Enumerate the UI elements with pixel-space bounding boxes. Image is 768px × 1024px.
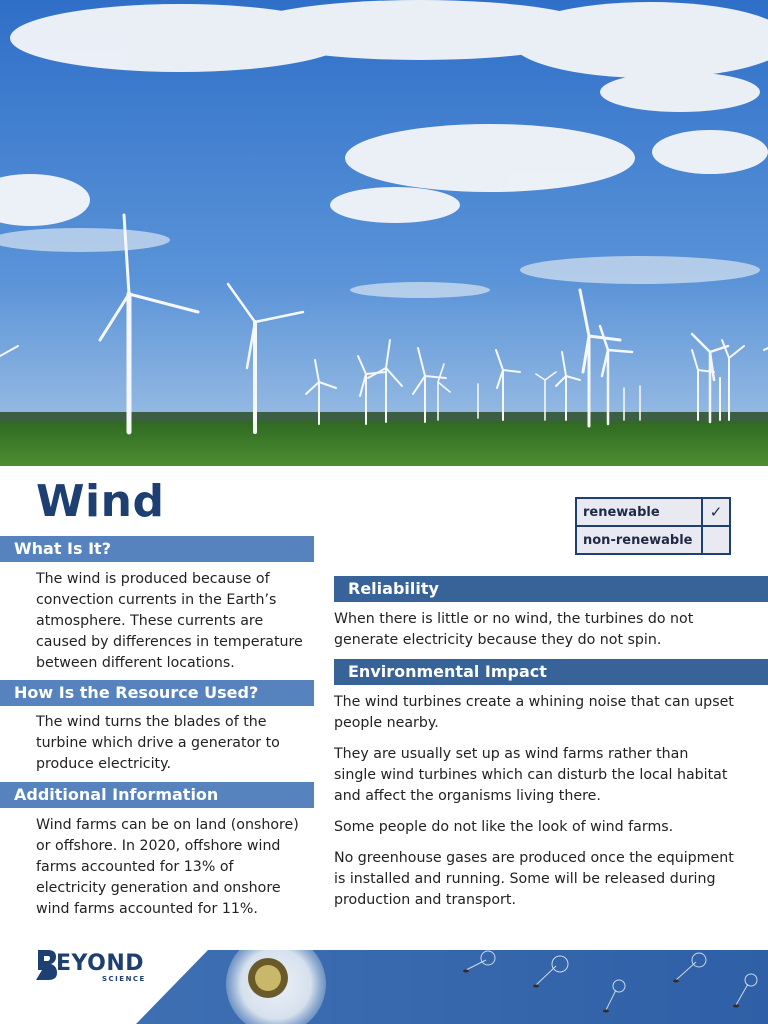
environmental-impact-heading: Environmental Impact (334, 659, 768, 685)
what-is-it-heading: What Is It? (0, 536, 314, 562)
renewable-status-table (575, 497, 731, 555)
environmental-paragraph: No greenhouse gases are produced once the equipment is installed and running. Some will be released during production and transport. (334, 850, 734, 908)
additional-info-heading: Additional Information (0, 782, 314, 808)
dandelion-banner (136, 950, 768, 1024)
table-row (576, 526, 730, 554)
renewable-label: renewable (576, 498, 702, 526)
additional-info-text: Wind farms can be on land (onshore) or offshore. In 2020, offshore wind farms accounted for 13% of electricity generation and onshore wind farms accounted for 11%. (36, 817, 299, 917)
reliability-heading: Reliability (334, 576, 768, 602)
logo-wordmark: EYOND (56, 951, 145, 976)
page-title: Wind (36, 476, 165, 527)
environmental-paragraph: They are usually set up as wind farms rather than single wind turbines which can disturb the local habitat and affect the organisms living there. (334, 746, 728, 804)
wind-farm-photo (0, 0, 768, 466)
table-row (576, 498, 730, 526)
renewable-check-cell: ✓ (702, 498, 730, 526)
logo-subtitle: SCIENCE (102, 975, 146, 983)
environmental-paragraph: The wind turbines create a whining noise that can upset people nearby. (334, 694, 734, 731)
how-used-heading: How Is the Resource Used? (0, 680, 314, 706)
environmental-impact-text (334, 692, 734, 921)
environmental-paragraph: Some people do not like the look of wind farms. (334, 819, 674, 835)
beyond-logo-icon (34, 948, 58, 982)
non-renewable-label: non-renewable (576, 526, 702, 554)
what-is-it-text: The wind is produced because of convection currents in the Earth’s atmosphere. These currents are caused by differences in temperature between different locations. (36, 571, 303, 671)
non-renewable-check-cell (702, 526, 730, 554)
how-used-text: The wind turns the blades of the turbine which drive a generator to produce electricity. (36, 714, 280, 772)
reliability-text: When there is little or no wind, the turbines do not generate electricity because they do not spin. (334, 611, 694, 648)
